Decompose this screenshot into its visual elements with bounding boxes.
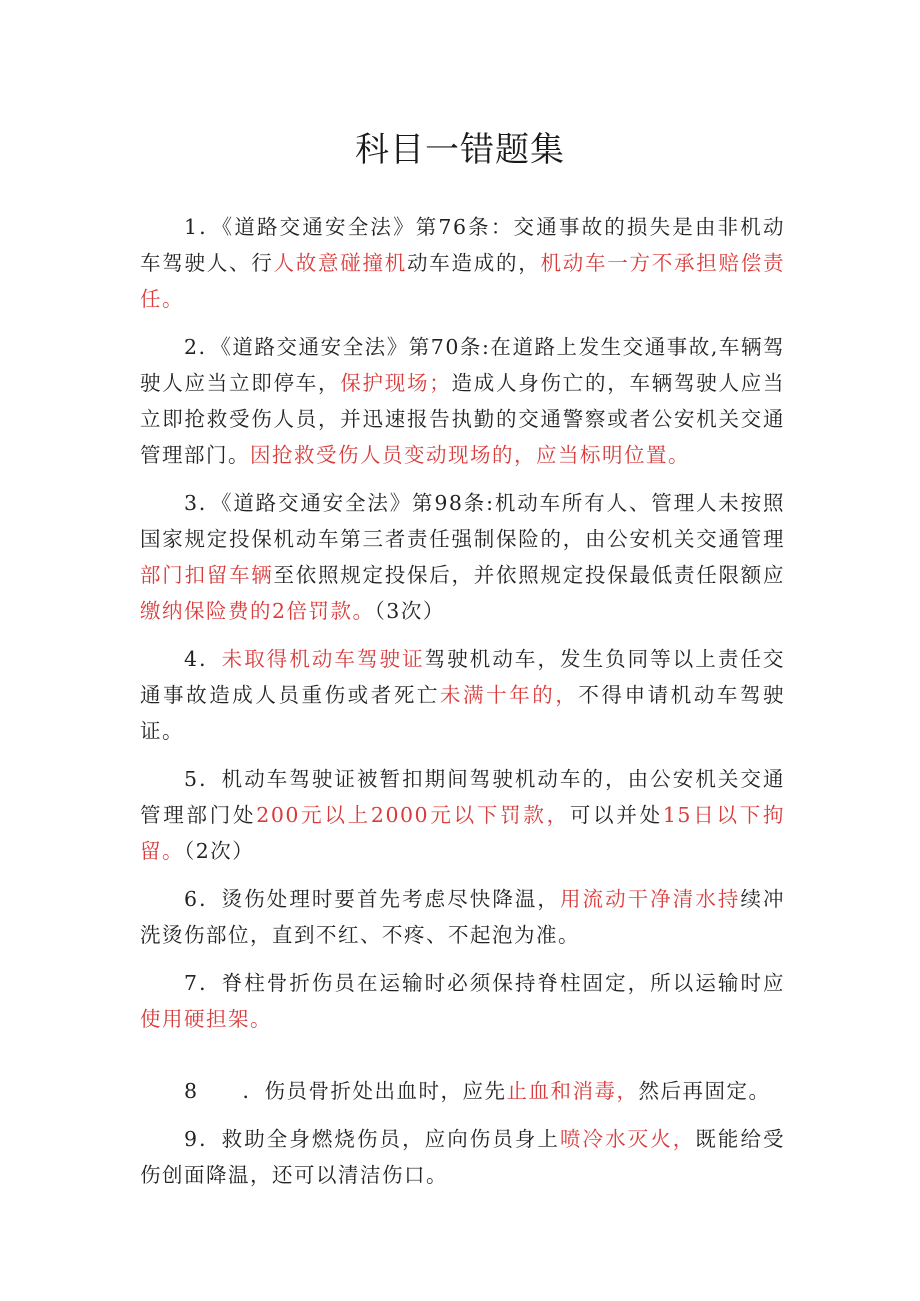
question-item — [140, 761, 785, 869]
question-text: 4． — [184, 647, 222, 671]
question-item — [140, 1121, 785, 1193]
question-text: 5．机动车驾驶证被暂扣期间驾驶机动车的，由公安机关交通管理部门处 — [140, 767, 785, 827]
question-text: 动车造成的， — [407, 251, 541, 275]
question-text: 既能给受伤创面降温，还可以清洁伤口。 — [140, 1127, 786, 1187]
question-text: （2次） — [184, 839, 255, 863]
highlighted-answer-text: 因抢救受伤人员变动现场的，应当标明位置。 — [250, 443, 690, 467]
question-text: 3．《道路交通安全法》第98条:机动车所有人、管理人未按照国家规定投保机动车第三者责任强制保险的，由公安机关交通管理 — [140, 491, 785, 551]
question-text: 6．烫伤处理时要首先考虑尽快降温， — [184, 887, 560, 911]
question-text: 2．《道路交通安全法》第70条:在道路上发生交通事故,车辆驾驶人应当立即停车， — [140, 335, 785, 395]
question-text: 至依照规定投保后，并依照规定投保最低责任限额应 — [273, 563, 785, 587]
question-text: 7．脊柱骨折伤员在运输时必须保持脊柱固定，所以运输时应 — [184, 971, 785, 995]
question-text: 造成人身伤亡的，车辆驾驶人应当立即抢救受伤人员，并迅速报告执勤的交通警察或者公安机关交通管理部门。 — [140, 371, 785, 467]
question-text: 不得申请机动车驾驶证。 — [140, 683, 786, 743]
highlighted-answer-text: 喷冷水灭火， — [560, 1127, 696, 1151]
highlighted-answer-text: 用流动干净清水持 — [560, 887, 741, 911]
question-item — [140, 485, 785, 629]
highlighted-answer-text: 未取得机动车驾驶证 — [221, 647, 425, 671]
highlighted-answer-text: 人故意碰撞机 — [273, 251, 407, 275]
highlighted-answer-text: 未满十年的， — [439, 683, 579, 707]
question-item — [140, 209, 785, 317]
question-text: 1．《道路交通安全法》第76条：交通事故的损失是由非机动车驾驶人、行 — [140, 215, 785, 275]
question-item — [140, 1073, 785, 1109]
question-text: 驾驶机动车，发生负同等以上责任交通事故造成人员重伤或者死亡 — [140, 647, 786, 707]
question-item — [140, 965, 785, 1037]
highlighted-answer-text: 保护现场； — [340, 371, 452, 395]
highlighted-answer-text: 止血和消毒， — [506, 1079, 639, 1103]
highlighted-answer-text: 部门扣留车辆 — [140, 563, 274, 587]
question-text: （3次） — [374, 599, 445, 623]
question-text: 然后再固定。 — [638, 1079, 771, 1103]
question-text: 9．救助全身燃烧伤员，应向伤员身上 — [184, 1127, 560, 1151]
question-list — [140, 209, 785, 1205]
page-title: 科目一错题集 — [355, 130, 565, 170]
question-item — [140, 881, 785, 953]
question-text: 8 ．伤员骨折处出血时，应先 — [184, 1079, 507, 1103]
highlighted-answer-text: 200元以上2000元以下罚款， — [256, 803, 570, 827]
question-text: 可以并处 — [569, 803, 663, 827]
highlighted-answer-text: 缴纳保险费的2倍罚款。 — [140, 599, 375, 623]
question-text: 续冲洗烫伤部位，直到不红、不疼、不起泡为准。 — [140, 887, 786, 947]
highlighted-answer-text: 机动车一方不承担赔偿责任。 — [140, 251, 785, 311]
question-item — [140, 329, 785, 473]
highlighted-answer-text: 15日以下拘留。 — [140, 803, 785, 863]
highlighted-answer-text: 使用硬担架。 — [140, 1007, 272, 1031]
question-item — [140, 641, 785, 749]
